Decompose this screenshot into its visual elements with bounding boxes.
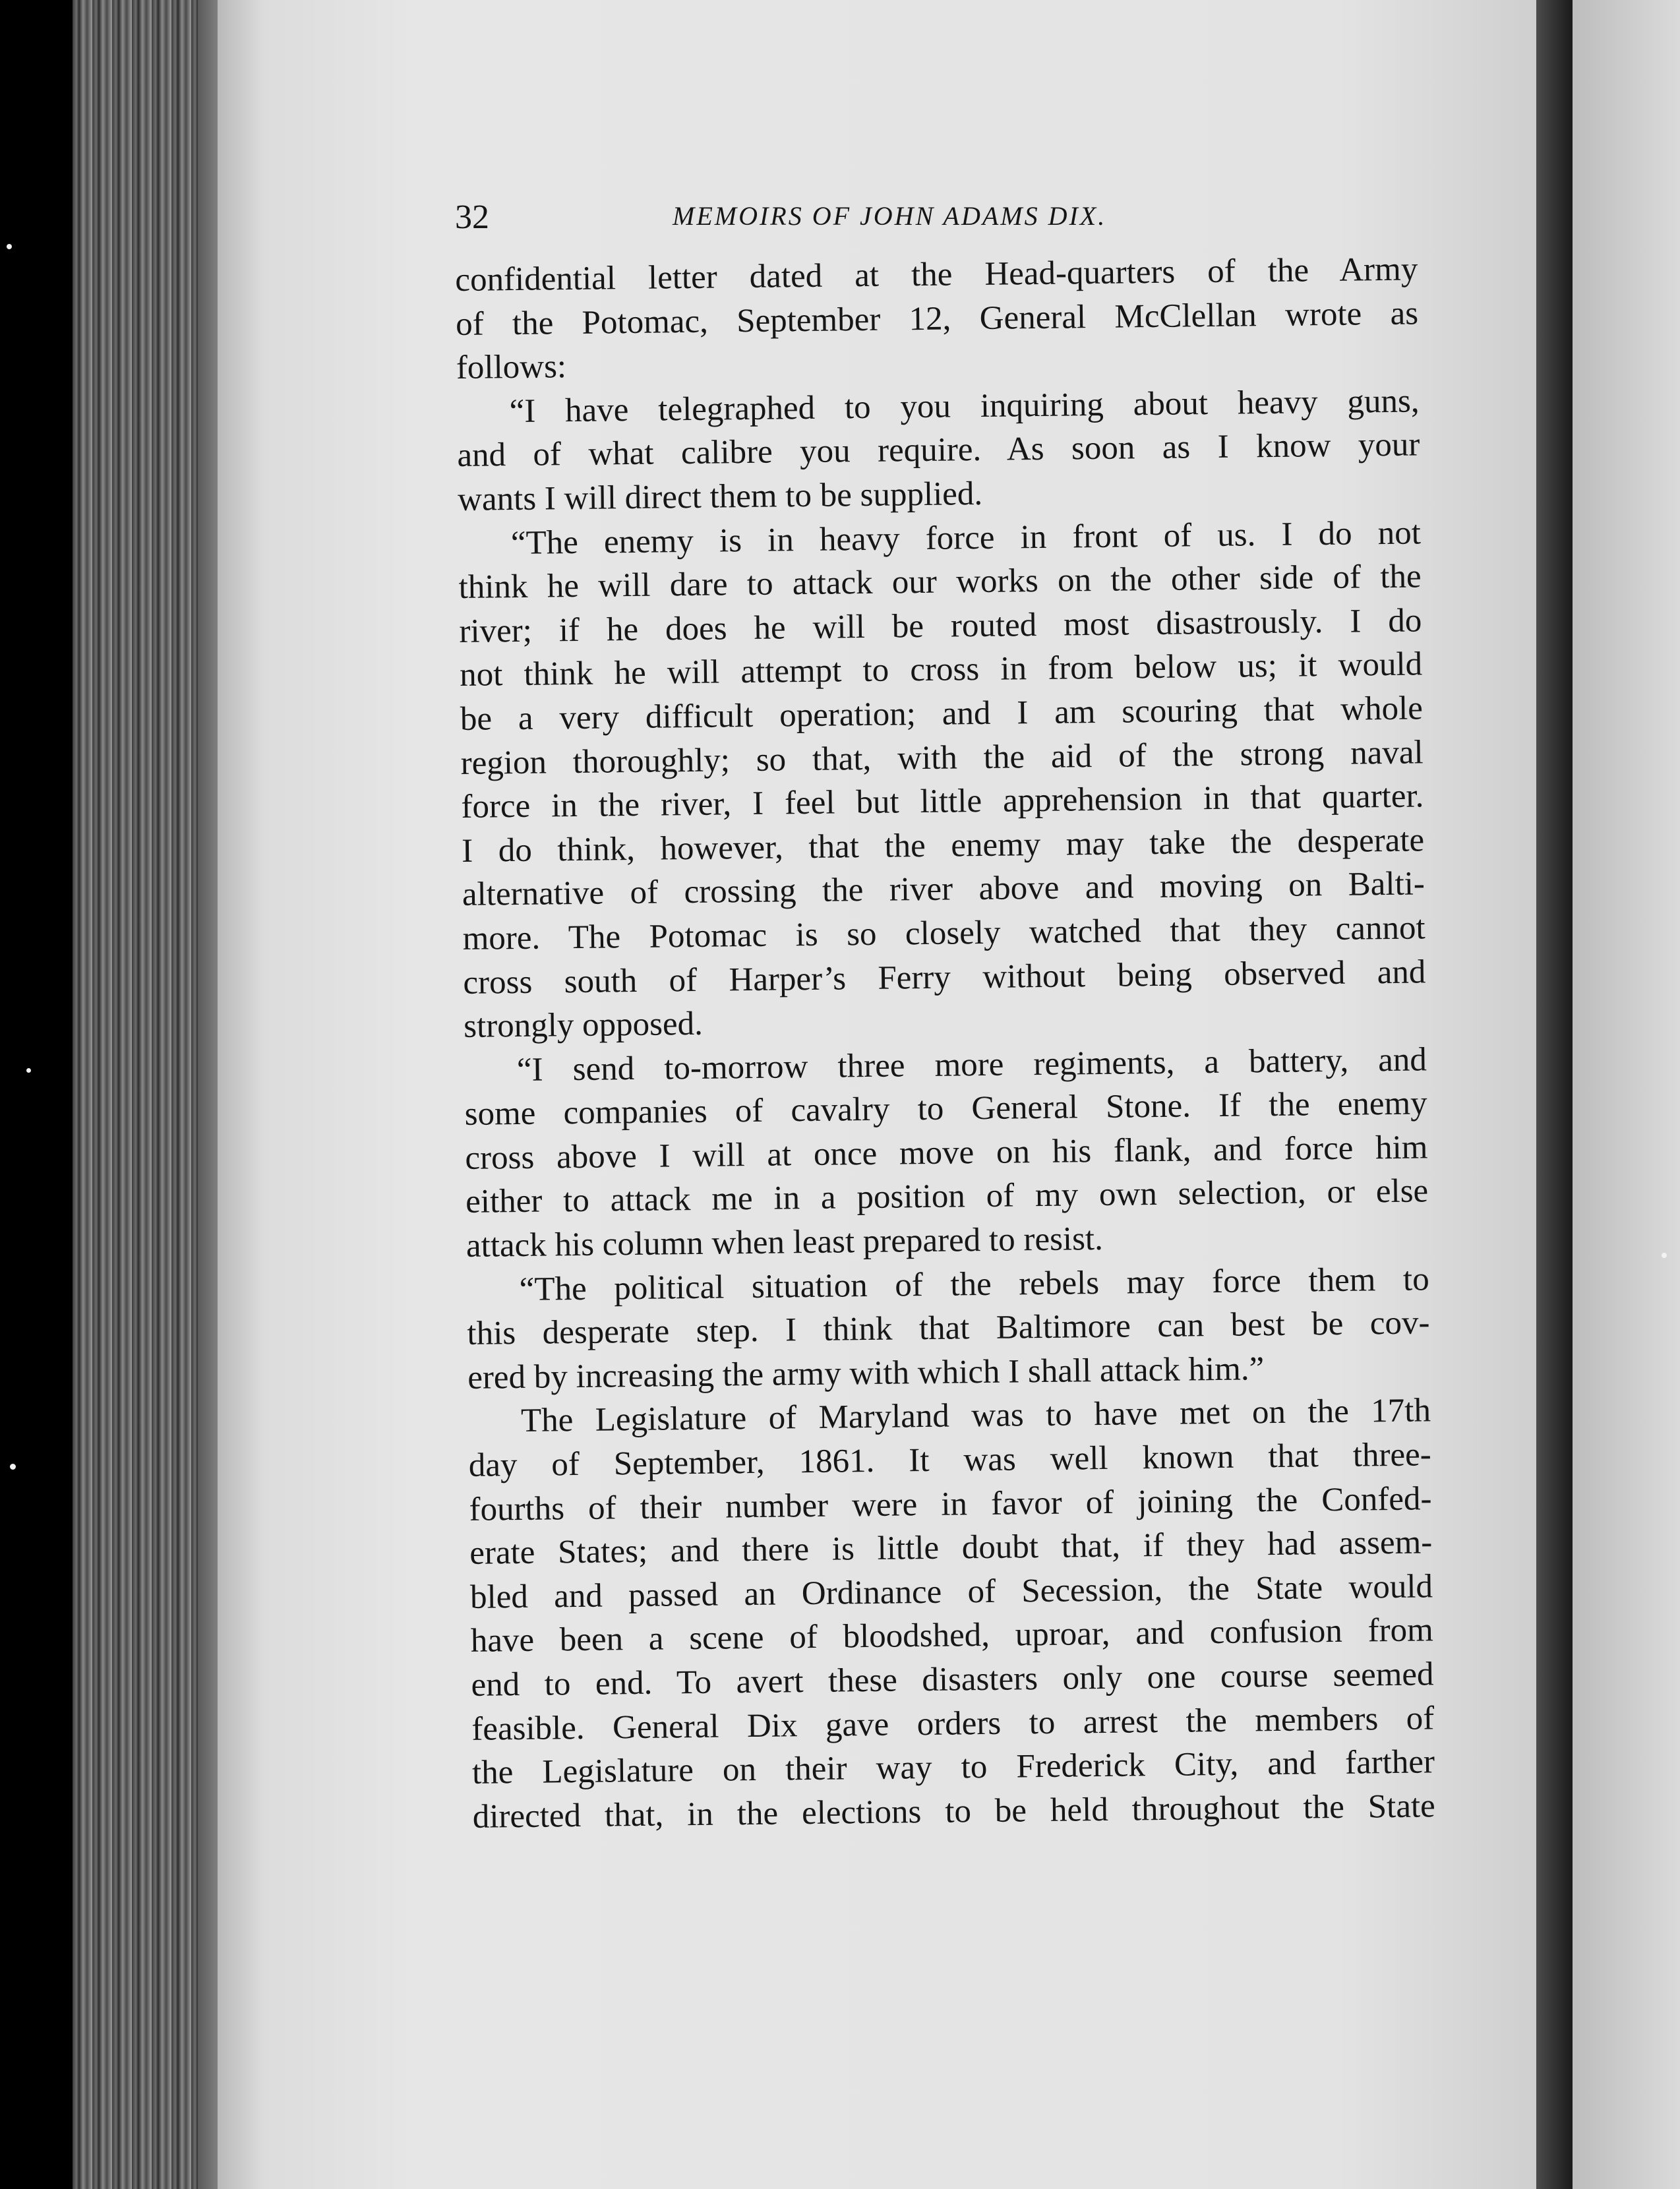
text-line: force in the river, I feel but little apprehension in that quarter.	[461, 777, 1424, 826]
text-line: not think he will attempt to cross in from below us; it would	[459, 645, 1423, 694]
text-line: more. The Potomac is so closely watched that they cannot	[462, 909, 1425, 957]
text-line: day of September, 1861. It was well known that three-	[468, 1436, 1431, 1484]
dust-speck	[26, 1068, 31, 1073]
text-line: I do think, however, that the enemy may take the desperate	[461, 822, 1425, 870]
running-title: MEMOIRS OF JOHN ADAMS DIX.	[673, 201, 1107, 231]
text-line: and of what calibre you require. As soon as I know your	[457, 426, 1420, 475]
text-line: the Legislature on their way to Frederick City, and farther	[471, 1743, 1435, 1792]
dust-speck	[7, 244, 12, 249]
text-line: think he will dare to attack our works on the other side of the	[458, 558, 1422, 607]
text-line: “I have telegraphed to you inquiring about heavy guns,	[509, 382, 1420, 430]
text-line: ered by increasing the army with which I shall attack him.”	[467, 1350, 1265, 1396]
text-line: attack his column when least prepared to resist.	[465, 1220, 1104, 1265]
text-line: river; if he does he will be routed most disastrously. I do	[459, 602, 1422, 650]
text-line: cross south of Harper’s Ferry without being observed and	[463, 953, 1426, 1002]
binding-shadow	[1536, 0, 1573, 2189]
text-line: erate States; and there is little doubt that, if they had assem-	[469, 1524, 1433, 1573]
text-line: confidential letter dated at the Head-quarters of the Army	[455, 251, 1418, 299]
text-line: region thoroughly; so that, with the aid of the strong naval	[460, 733, 1424, 782]
text-line: end to end. To avert these disasters only one course seemed	[471, 1656, 1434, 1704]
facing-page-edge	[1573, 0, 1680, 2189]
text-line: follows:	[456, 348, 567, 387]
text-line: of the Potomac, September 12, General McClellan wrote as	[455, 295, 1419, 343]
text-line: alternative of crossing the river above and moving on Balti-	[462, 865, 1425, 914]
text-line: feasible. General Dix gave orders to arrest the members of	[471, 1699, 1435, 1748]
text-line: some companies of cavalry to General Stone. If the enemy	[464, 1085, 1427, 1133]
text-line: “The political situation of the rebels may force them to	[519, 1260, 1429, 1308]
text-line: “I send to-morrow three more regiments, a battery, and	[516, 1041, 1427, 1089]
text-line: directed that, in the elections to be held throughout the State	[472, 1787, 1436, 1836]
text-line: The Legislature of Maryland was to have met on the 17th	[520, 1392, 1431, 1440]
text-line: wants I will direct them to be supplied.	[457, 475, 983, 518]
page-header	[455, 198, 1193, 251]
text-line: bled and passed an Ordinance of Secession, the State would	[469, 1568, 1433, 1616]
body-text	[455, 247, 1435, 1839]
text-line: “The enemy is in heavy force in front of us. I do not	[510, 514, 1422, 562]
dust-speck	[1662, 1253, 1667, 1258]
text-line: be a very difficult operation; and I am scouring that whole	[460, 690, 1424, 738]
text-line: this desperate step. I think that Baltimore can best be cov-	[467, 1304, 1430, 1353]
page-number: 32	[455, 198, 489, 236]
text-line: fourths of their number were in favor of joining the Confed-	[469, 1480, 1432, 1528]
text-line: either to attack me in a position of my own selection, or else	[465, 1172, 1429, 1221]
text-line: cross above I will at once move on his flank, and force him	[465, 1129, 1428, 1177]
dust-speck	[10, 1464, 16, 1470]
text-line: have been a scene of bloodshed, uproar, and confusion from	[470, 1611, 1434, 1660]
text-line: strongly opposed.	[463, 1005, 704, 1046]
